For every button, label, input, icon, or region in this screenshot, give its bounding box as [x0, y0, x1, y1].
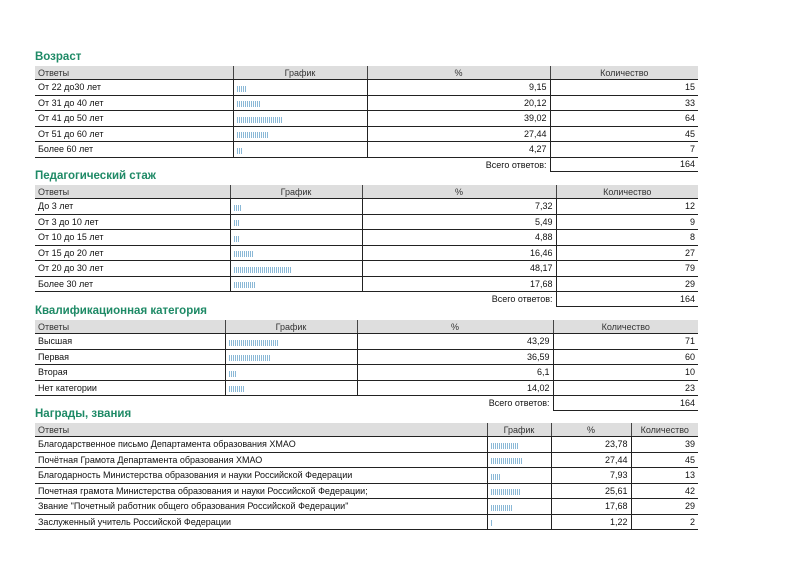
answer-label: От 22 до30 лет: [35, 80, 233, 96]
percent-bar: [229, 386, 245, 392]
table-header: [35, 320, 698, 334]
percent-bar: [237, 86, 248, 92]
total-label: Всего ответов:: [488, 398, 550, 408]
table-row: [35, 142, 698, 158]
header-count: Количество: [550, 66, 698, 80]
header-percent: %: [362, 185, 556, 199]
percent-bar: [234, 251, 254, 257]
survey-section: [35, 50, 698, 172]
table-row: [35, 276, 698, 292]
section-title: Квалификационная категория: [35, 305, 207, 317]
answer-label: Благодарность Министерства образования и науки Российской Федерации: [35, 468, 487, 484]
percent-value: 4,88: [362, 230, 556, 246]
count-value: 27: [556, 245, 698, 261]
answer-label: Вторая: [35, 365, 225, 381]
percent-bar: [237, 132, 270, 138]
count-value: 2: [631, 514, 698, 530]
percent-value: 4,27: [367, 142, 550, 158]
answer-label: Более 30 лет: [35, 276, 230, 292]
section-title: Награды, звания: [35, 408, 132, 420]
percent-bar: [491, 520, 492, 526]
answer-label: Более 60 лет: [35, 142, 233, 158]
answer-label: Звание "Почетный работник общего образования Российской Федерации": [35, 499, 487, 515]
count-value: 29: [631, 499, 698, 515]
percent-bar: [491, 505, 512, 511]
percent-value: 5,49: [362, 214, 556, 230]
graph-cell: [233, 142, 367, 158]
answer-label: До 3 лет: [35, 199, 230, 215]
count-value: 10: [553, 365, 698, 381]
graph-cell: [487, 468, 551, 484]
count-value: 13: [631, 468, 698, 484]
count-value: 39: [631, 437, 698, 453]
table-row: [35, 499, 698, 515]
table-header: [35, 66, 698, 80]
count-value: 8: [556, 230, 698, 246]
percent-bar: [237, 101, 261, 107]
total-value: 164: [556, 292, 698, 307]
percent-value: 25,61: [551, 483, 631, 499]
header-percent: %: [357, 320, 553, 334]
table-row: [35, 245, 698, 261]
total-value: 164: [550, 157, 698, 172]
percent-value: 27,44: [551, 452, 631, 468]
table-row: [35, 334, 698, 350]
header-answers: Ответы: [35, 320, 225, 334]
table-row: [35, 199, 698, 215]
graph-cell: [225, 365, 357, 381]
table-row: [35, 126, 698, 142]
percent-bar: [234, 205, 243, 211]
header-graph: График: [487, 423, 551, 437]
table-row: [35, 483, 698, 499]
percent-bar: [491, 489, 522, 495]
table-row: [35, 95, 698, 111]
table-row: [35, 468, 698, 484]
percent-value: 36,59: [357, 349, 553, 365]
graph-cell: [225, 349, 357, 365]
answer-label: От 10 до 15 лет: [35, 230, 230, 246]
header-count: Количество: [631, 423, 698, 437]
table-row: [35, 214, 698, 230]
graph-cell: [230, 230, 362, 246]
table-row: [35, 111, 698, 127]
percent-bar: [237, 148, 242, 154]
percent-value: 14,02: [357, 380, 553, 396]
percent-value: 17,68: [551, 499, 631, 515]
results-table: [35, 66, 698, 172]
answer-label: Почётная Грамота Департамента образования ХМАО: [35, 452, 487, 468]
graph-cell: [487, 514, 551, 530]
graph-cell: [225, 334, 357, 350]
results-table: [35, 320, 698, 411]
percent-value: 20,12: [367, 95, 550, 111]
table-row: [35, 349, 698, 365]
percent-bar: [234, 282, 255, 288]
graph-cell: [233, 111, 367, 127]
section-title: Педагогический стаж: [35, 170, 156, 182]
percent-value: 9,15: [367, 80, 550, 96]
answer-label: От 15 до 20 лет: [35, 245, 230, 261]
graph-cell: [233, 126, 367, 142]
header-graph: График: [225, 320, 357, 334]
answer-label: Благодарственное письмо Департамента образования ХМАО: [35, 437, 487, 453]
results-table: [35, 185, 698, 307]
table-row: [35, 261, 698, 277]
header-percent: %: [367, 66, 550, 80]
answer-label: Почетная грамота Министерства образования и науки Российской Федерации;: [35, 483, 487, 499]
count-value: 7: [550, 142, 698, 158]
count-value: 12: [556, 199, 698, 215]
answer-label: Первая: [35, 349, 225, 365]
table-row: [35, 230, 698, 246]
graph-cell: [487, 483, 551, 499]
survey-section: [35, 169, 698, 307]
percent-bar: [229, 355, 271, 361]
count-value: 23: [553, 380, 698, 396]
count-value: 64: [550, 111, 698, 127]
percent-value: 48,17: [362, 261, 556, 277]
graph-cell: [225, 380, 357, 396]
table-header: [35, 185, 698, 199]
header-answers: Ответы: [35, 66, 233, 80]
count-value: 15: [550, 80, 698, 96]
survey-section: [35, 407, 698, 530]
percent-bar: [234, 236, 240, 242]
percent-value: 39,02: [367, 111, 550, 127]
graph-cell: [233, 80, 367, 96]
answer-label: От 31 до 40 лет: [35, 95, 233, 111]
answer-label: Заслуженный учитель Российской Федерации: [35, 514, 487, 530]
header-graph: График: [230, 185, 362, 199]
count-value: 71: [553, 334, 698, 350]
table-row: [35, 452, 698, 468]
graph-cell: [487, 499, 551, 515]
answer-label: От 51 до 60 лет: [35, 126, 233, 142]
percent-value: 17,68: [362, 276, 556, 292]
percent-bar: [491, 443, 520, 449]
percent-bar: [491, 474, 501, 480]
total-label: Всего ответов:: [485, 159, 547, 170]
graph-cell: [487, 452, 551, 468]
percent-value: 6,1: [357, 365, 553, 381]
count-value: 29: [556, 276, 698, 292]
percent-bar: [229, 371, 236, 377]
count-value: 9: [556, 214, 698, 230]
graph-cell: [487, 437, 551, 453]
graph-cell: [230, 261, 362, 277]
header-percent: %: [551, 423, 631, 437]
header-answers: Ответы: [35, 423, 487, 437]
percent-bar: [237, 117, 284, 123]
total-value: 164: [553, 396, 698, 411]
percent-value: 27,44: [367, 126, 550, 142]
header-count: Количество: [556, 185, 698, 199]
answer-label: Высшая: [35, 334, 225, 350]
graph-cell: [233, 95, 367, 111]
percent-value: 43,29: [357, 334, 553, 350]
count-value: 79: [556, 261, 698, 277]
answer-label: От 3 до 10 лет: [35, 214, 230, 230]
graph-cell: [230, 199, 362, 215]
section-title: Возраст: [35, 51, 82, 63]
survey-section: [35, 304, 698, 411]
table-row: [35, 514, 698, 530]
answer-label: От 20 до 30 лет: [35, 261, 230, 277]
graph-cell: [230, 276, 362, 292]
percent-bar: [234, 267, 292, 273]
percent-bar: [491, 458, 524, 464]
answer-label: Нет категории: [35, 380, 225, 396]
count-value: 60: [553, 349, 698, 365]
graph-cell: [230, 245, 362, 261]
table-row: [35, 380, 698, 396]
percent-value: 23,78: [551, 437, 631, 453]
results-table: [35, 423, 698, 530]
answer-label: От 41 до 50 лет: [35, 111, 233, 127]
table-row: [35, 80, 698, 96]
count-value: 45: [631, 452, 698, 468]
percent-value: 7,32: [362, 199, 556, 215]
count-value: 33: [550, 95, 698, 111]
header-count: Количество: [553, 320, 698, 334]
table-row: [35, 365, 698, 381]
percent-value: 16,46: [362, 245, 556, 261]
graph-cell: [230, 214, 362, 230]
count-value: 42: [631, 483, 698, 499]
percent-value: 7,93: [551, 468, 631, 484]
count-value: 45: [550, 126, 698, 142]
total-label: Всего ответов:: [491, 294, 553, 304]
table-header: [35, 423, 698, 437]
percent-bar: [229, 340, 279, 346]
header-graph: График: [233, 66, 367, 80]
percent-value: 1,22: [551, 514, 631, 530]
percent-bar: [234, 220, 241, 226]
table-row: [35, 437, 698, 453]
header-answers: Ответы: [35, 185, 230, 199]
